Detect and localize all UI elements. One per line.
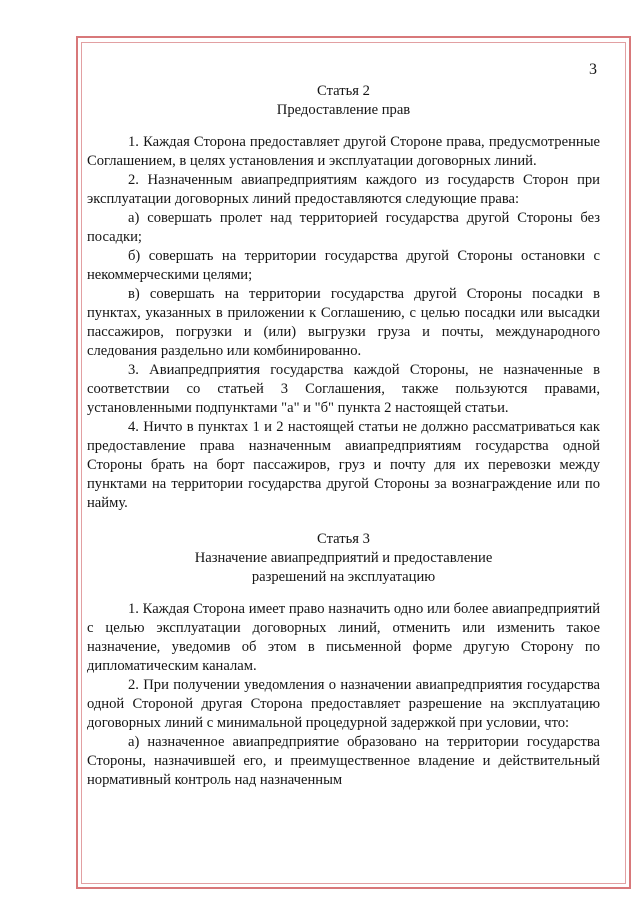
article-2-subtitle: Предоставление прав (276, 102, 411, 118)
article-2-paragraph: 4. Ничто в пунктах 1 и 2 настоящей статьи не должно рассматриваться как предоставление права назначенным авиапредприятиям государства одной Стороны брать на борт пассажиров, груз и почту для их перевозки между пунктами на территории государства другой Стороны за вознаграждение или по найму. (87, 419, 600, 511)
article-3-paragraph: 2. При получении уведомления о назначении авиапредприятия государства одной Стороной другая Сторона предоставляет разрешение на эксплуатацию договорных линий с минимальной процедурной задержкой при условии, что: (87, 677, 600, 731)
article-2-paragraph: 3. Авиапредприятия государства каждой Стороны, не назначенные в соответствии со статьей 3 Соглашения, также пользуются правами, установленными подпунктами "а" и "б" пункта 2 настоящей статьи. (87, 362, 600, 416)
article-3-subtitle: Назначение авиапредприятий и предоставление (194, 550, 493, 566)
article-3-subtitle: разрешений на эксплуатацию (251, 569, 436, 585)
article-2-title: Статья 2 (317, 83, 370, 99)
article-2-heading (87, 82, 600, 120)
article-3-heading (87, 530, 600, 587)
article-2-paragraph: 2. Назначенным авиапредприятиям каждого из государств Сторон при эксплуатации договорных линий предоставляются следующие права: (87, 172, 600, 207)
article-2-paragraph: б) совершать на территории государства другой Стороны остановки с некоммерческими целями; (87, 248, 600, 283)
article-2-paragraph: 1. Каждая Сторона предоставляет другой Стороне права, предусмотренные Соглашением, в целях установления и эксплуатации договорных линий. (87, 134, 600, 169)
page-number: 3 (589, 61, 597, 78)
article-2-paragraph: в) совершать на территории государства другой Стороны посадки в пунктах, указанных в приложении к Соглашению, с целью посадки или высадки пассажиров, погрузки и (или) выгрузки груза и почты, международного следования раздельно или комбинированно. (87, 286, 600, 359)
article-3-paragraph: 1. Каждая Сторона имеет право назначить одно или более авиапредприятий с целью эксплуатации договорных линий, отменить или изменить такое назначение, уведомив об этом в письменной форме другую Сторону по дипломатическим каналам. (87, 601, 600, 674)
document-body (87, 82, 600, 790)
article-2-paragraph: а) совершать пролет над территорией государства другой Стороны без посадки; (87, 210, 600, 245)
article-3-paragraph: а) назначенное авиапредприятие образовано на территории государства Стороны, назначившей его, и преимущественное владение и действительный нормативный контроль над назначенным (87, 734, 600, 788)
article-3-title: Статья 3 (317, 531, 370, 547)
